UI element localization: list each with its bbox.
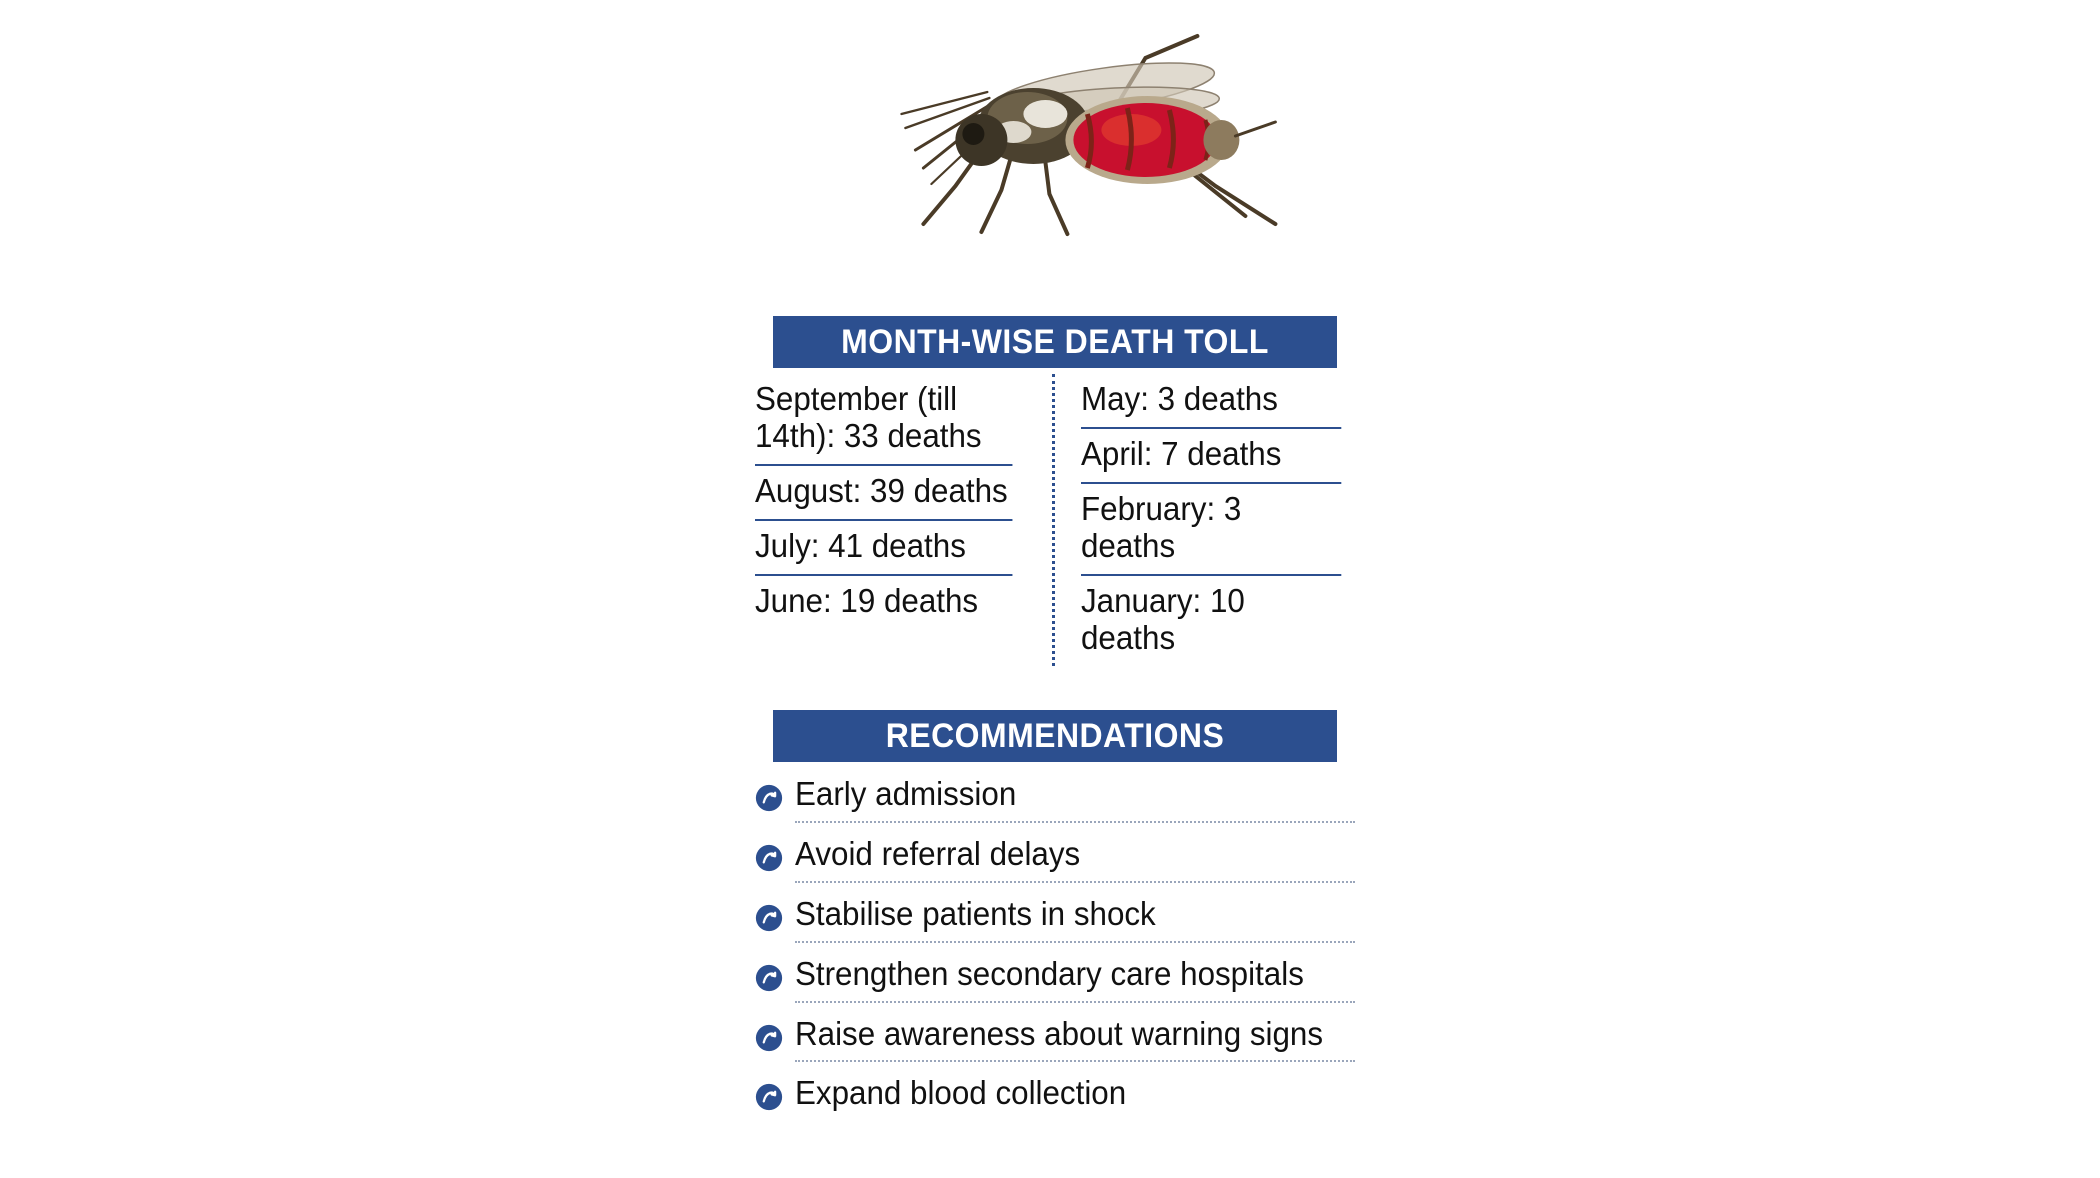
recommendation-text-wrap: [795, 896, 1355, 943]
death-toll-table: [755, 368, 1355, 666]
recommendation-label: Strengthen secondary care hospitals: [795, 954, 1304, 992]
list-item: [755, 890, 1355, 950]
recommendation-text-wrap: [795, 776, 1355, 823]
recommendation-label: Raise awareness about warning signs: [795, 1014, 1324, 1052]
list-item: [755, 830, 1355, 890]
death-toll-item: September (till 14th): 33 deaths: [755, 374, 1012, 466]
recommendation-label: Avoid referral delays: [795, 834, 1081, 872]
death-toll-item: August: 39 deaths: [755, 466, 1012, 521]
death-toll-item: June: 19 deaths: [755, 581, 979, 619]
arrow-circle-icon: [755, 1083, 783, 1111]
death-toll-item: January: 10 deaths: [1081, 581, 1254, 656]
death-toll-right-column: [1055, 374, 1355, 666]
recommendation-text-wrap: [795, 1075, 1355, 1120]
recommendation-text-wrap: [795, 956, 1355, 1003]
recommendation-label: Stabilise patients in shock: [795, 894, 1156, 932]
recommendation-label: Expand blood collection: [795, 1074, 1127, 1112]
recommendation-label: Early admission: [795, 774, 1017, 812]
death-toll-header: [755, 316, 1355, 368]
death-toll-item: April: 7 deaths: [1081, 429, 1341, 484]
mosquito-illustration: [755, 0, 1355, 300]
dengue-infographic: [755, 0, 1355, 1178]
arrow-circle-icon: [755, 964, 783, 992]
death-toll-item: July: 41 deaths: [755, 521, 1012, 576]
list-item: [755, 950, 1355, 1010]
arrow-circle-icon: [755, 844, 783, 872]
death-toll-item: February: 3 deaths: [1081, 484, 1341, 576]
recommendations-header: [755, 710, 1355, 762]
recommendation-text-wrap: [795, 1016, 1355, 1063]
arrow-circle-icon: [755, 784, 783, 812]
arrow-circle-icon: [755, 1024, 783, 1052]
death-toll-left-column: [755, 374, 1055, 666]
recommendations-heading: RECOMMENDATIONS: [773, 710, 1337, 762]
recommendations-list: [755, 762, 1355, 1128]
death-toll-item: May: 3 deaths: [1081, 374, 1341, 429]
mosquito-icon: [805, 18, 1325, 268]
death-toll-heading: MONTH-WISE DEATH TOLL: [773, 316, 1337, 368]
list-item: [755, 1069, 1355, 1127]
arrow-circle-icon: [755, 904, 783, 932]
recommendation-text-wrap: [795, 836, 1355, 883]
list-item: [755, 770, 1355, 830]
list-item: [755, 1010, 1355, 1070]
